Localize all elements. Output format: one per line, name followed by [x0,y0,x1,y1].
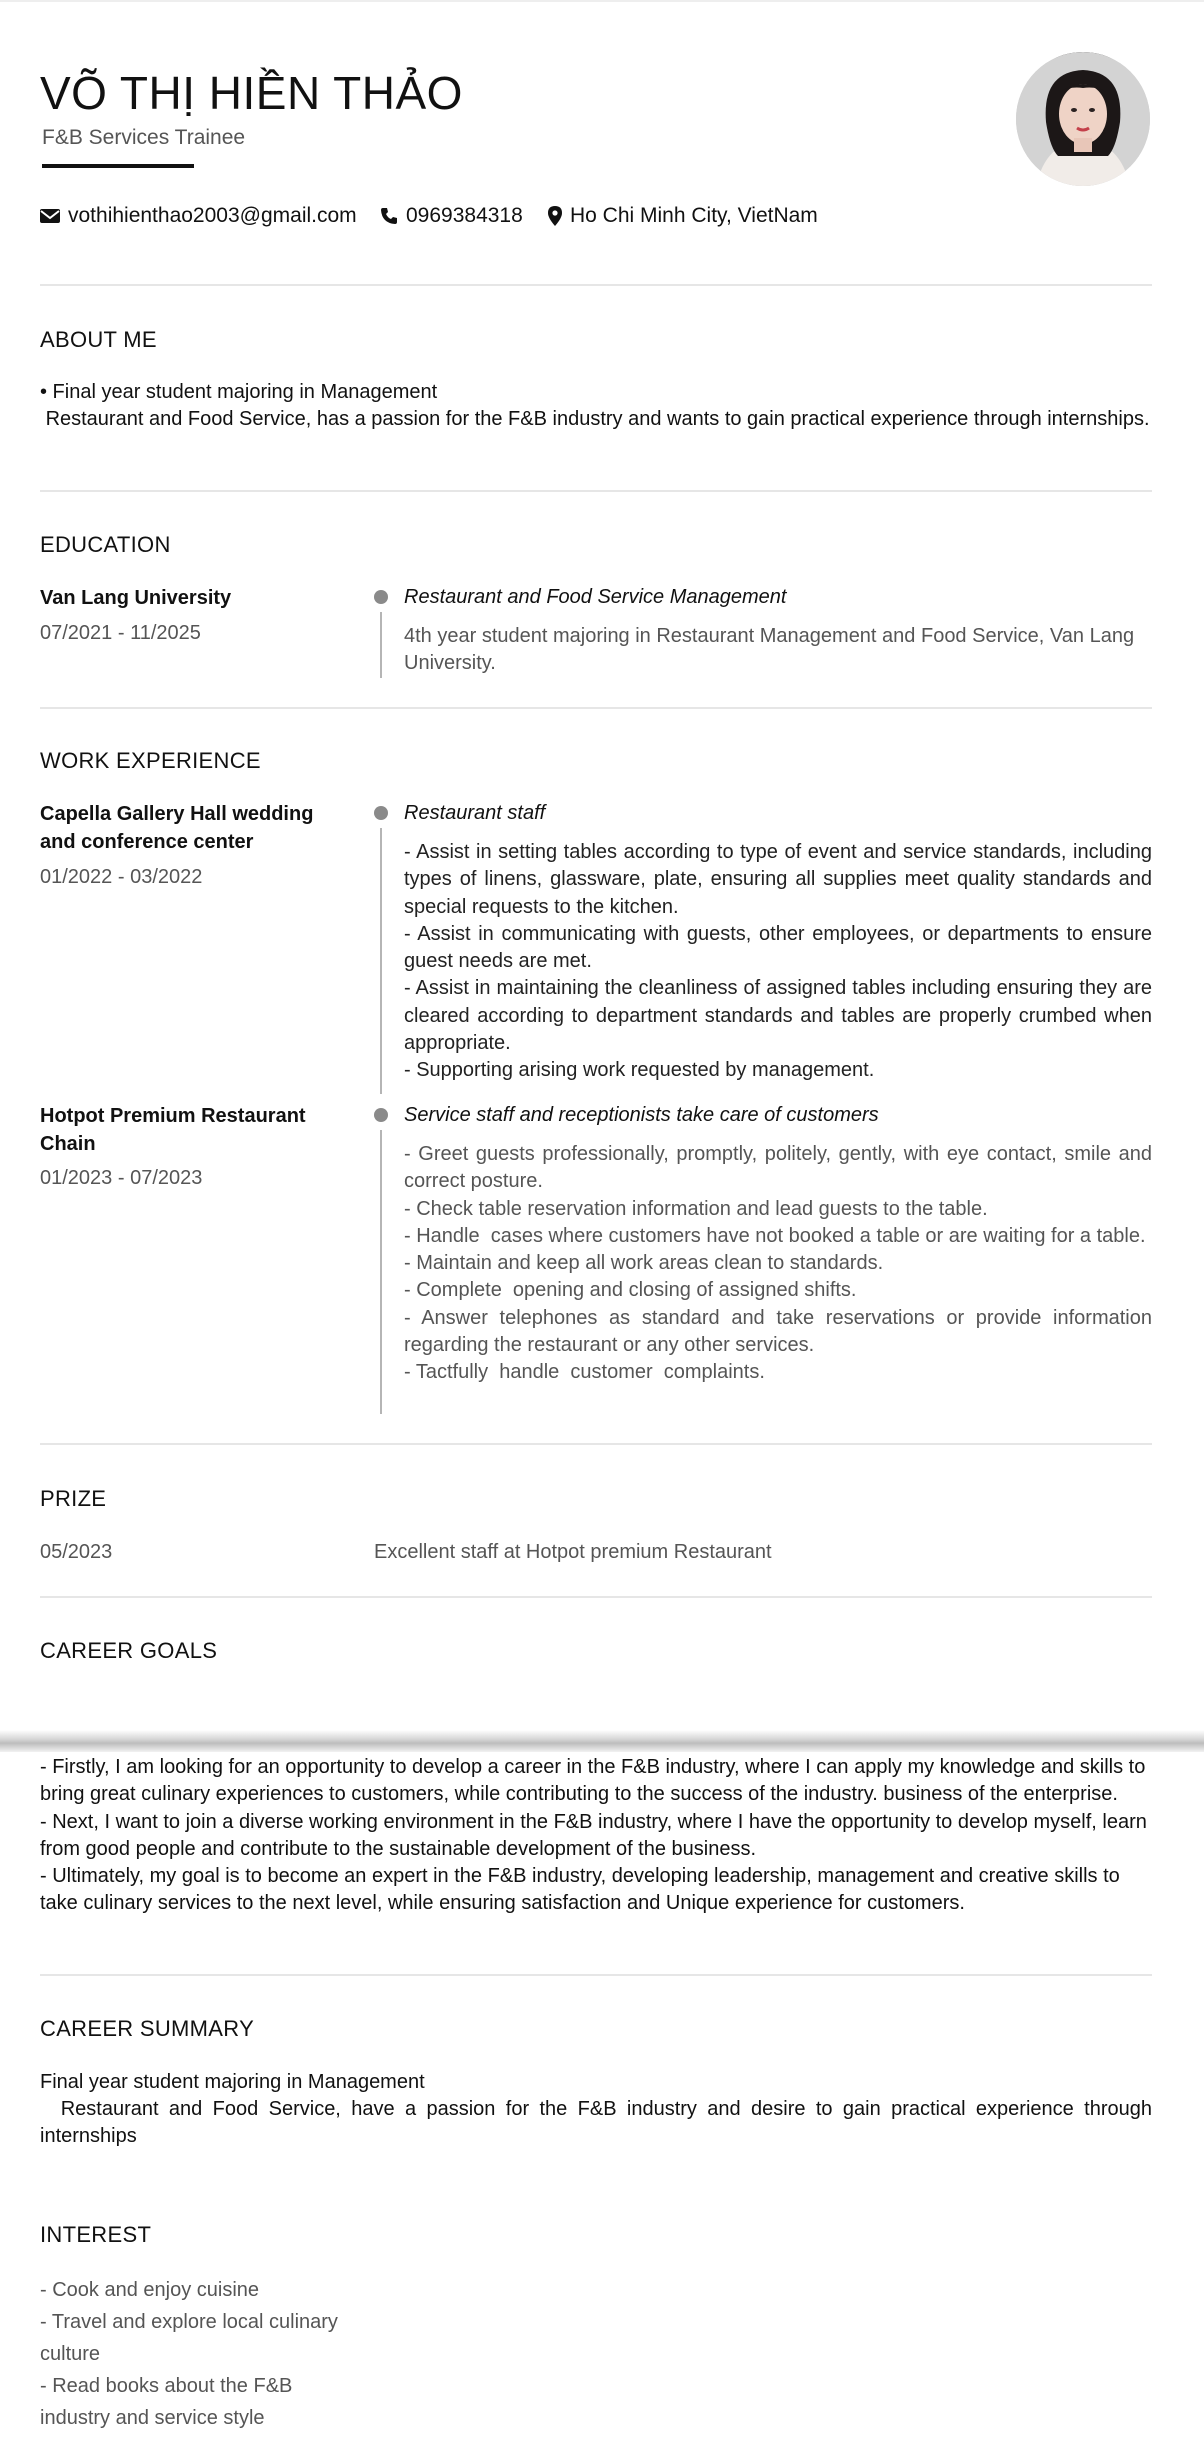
phone-text: 0969384318 [406,204,523,227]
timeline-dot [374,1108,388,1122]
education-title: EDUCATION [40,532,171,557]
location-contact [548,204,818,228]
timeline-dot [374,806,388,820]
profile-photo [1016,52,1150,186]
interest-title: INTEREST [40,2222,152,2247]
prize-title: PRIZE [40,1486,107,1511]
duty-line: - Assist in maintaining the cleanliness of assigned tables including ensuring they are cleared according to department standards and tables are properly crumbed when appropriate. [404,977,1158,1055]
divider [40,1974,1152,1976]
email-contact[interactable] [40,204,357,228]
duty-line: - Assist in setting tables according to type of event and service standards, including types of linens, glassware, plate, ensuring all supplies meet quality standards and special requests to the kitchen. [404,841,1158,918]
education-desc: 4th year student majoring in Restaurant Management and Food Service, Van Lang University. [404,625,1135,675]
job-position: Restaurant staff [404,802,546,824]
school-name: Van Lang University [40,587,232,609]
envelope-icon [40,208,60,224]
goal-paragraph: - Firstly, I am looking for an opportunity to develop a career in the F&B industry, where I can apply my knowledge and skills to bring great culinary experiences to customers, while contributing to the success of the industry. business of the enterprise. [40,1756,1146,1806]
about-text [40,379,1152,433]
candidate-name: VÕ THỊ HIỀN THẢO [40,67,463,119]
timeline-line [380,1130,382,1414]
phone-contact[interactable] [380,204,523,228]
duty-line: - Complete opening and closing of assigned shifts. [404,1279,857,1302]
summary-line-1: Final year student majoring in Management [40,2071,425,2093]
duty-line: - Assist in communicating with guests, other employees, or departments to ensure guest needs are met. [404,922,1158,973]
duty-line: - Check table reservation information and lead guests to the table. [404,1197,988,1220]
job-position: Service staff and receptionists take care of customers [404,1104,879,1126]
location-text: Ho Chi Minh City, VietNam [570,204,818,227]
duty-line: - Answer telephones as standard and take reservations or provide information regarding the restaurant or any other services. [404,1306,1158,1357]
prize-date: 05/2023 [40,1541,113,1563]
summary-title: CAREER SUMMARY [40,2016,255,2041]
prize-text: Excellent staff at Hotpot premium Restaurant [374,1541,772,1563]
timeline-line [380,828,382,1094]
interest-item: - Cook and enjoy cuisine [40,2279,260,2301]
job-duties [404,1141,1158,1387]
goal-paragraph: - Ultimately, my goal is to become an expert in the F&B industry, developing leadership, management and creative skills to take culinary services to the next level, while ensuring satisfaction and Unique experience for customers. [40,1865,1120,1915]
divider [40,284,1152,286]
education-date: 07/2021 - 11/2025 [40,622,201,644]
timeline-dot [374,590,388,604]
about-title: ABOUT ME [40,327,157,352]
goals-text [40,1754,1152,1918]
job-duties [404,839,1158,1085]
duty-line: - Supporting arising work requested by management. [404,1059,875,1082]
map-pin-icon [548,206,562,226]
duty-line: - Maintain and keep all work areas clean to standards. [404,1252,884,1275]
duty-line: - Greet guests professionally, promptly, politely, gently, with eye contact, smile and correct posture. [404,1143,1158,1193]
goal-paragraph: - Next, I want to join a diverse working environment in the F&B industry, where I have the opportunity to develop myself, learn from good people and contribute to the sustainable development of the business. [40,1810,1147,1860]
interest-item: - Read books about the F&B industry and service style [40,2375,293,2429]
education-major: Restaurant and Food Service Management [404,586,787,608]
phone-icon [380,207,398,225]
divider [40,490,1152,492]
interest-item: - Travel and explore local culinary culture [40,2311,338,2365]
email-text: vothihienthao2003@gmail.com [68,204,357,227]
work-title: WORK EXPERIENCE [40,748,261,773]
goals-title: CAREER GOALS [40,1638,218,1663]
candidate-role: F&B Services Trainee [42,126,246,149]
about-line-1: • Final year student majoring in Management [40,381,438,403]
job-company: Hotpot Premium Restaurant Chain [40,1105,306,1155]
job-company: Capella Gallery Hall wedding and conference center [40,803,314,853]
divider [40,707,1152,709]
summary-line-2: Restaurant and Food Service, have a passion for the F&B industry and desire to gain practical experience through internships [40,2098,1158,2147]
timeline-line [380,612,382,678]
job-date: 01/2023 - 07/2023 [40,1167,203,1189]
job-date: 01/2022 - 03/2022 [40,866,203,888]
top-divider [0,0,1204,2]
divider [40,1596,1152,1598]
page-break [0,1730,1204,1752]
divider [40,1443,1152,1445]
name-underline [42,164,194,168]
interest-list [40,2274,360,2434]
duty-line: - Tactfully handle customer complaints. [404,1361,765,1384]
about-line-2: Restaurant and Food Service, has a passion for the F&B industry and wants to gain practical experience through internships. [40,408,1150,430]
duty-line: - Handle cases where customers have not booked a table or are waiting for a table. [404,1224,1146,1247]
summary-text [40,2069,1158,2150]
